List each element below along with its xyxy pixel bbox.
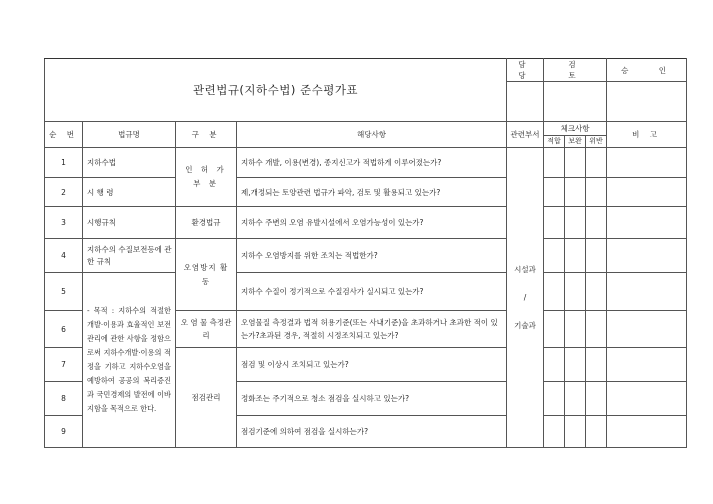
header-check-violation: 위반	[586, 136, 607, 148]
row-2-item: 제,개정되는 토양관련 법규가 파악, 검토 및 활용되고 있는가?	[237, 178, 507, 207]
row-9-item: 점검기준에 의하여 점검을 실시하는가?	[237, 416, 507, 448]
row-6-check-violation[interactable]	[586, 311, 607, 348]
approval-label-approve: 승 인	[607, 59, 687, 82]
row-3-check-supplement[interactable]	[565, 207, 586, 239]
row-1-check-supplement[interactable]	[565, 148, 586, 178]
row-3-remark[interactable]	[607, 207, 687, 239]
row-6-item: 오염물질 측정결과 법적 허용기준(또는 사내기준)을 초과하거나 초과한 적이 있는가?초과된 경우, 적절히 시정조치되고 있는가?	[237, 311, 507, 348]
header-dept: 관련부서	[507, 122, 544, 148]
row-4-remark[interactable]	[607, 239, 687, 273]
row-9-check-supplement[interactable]	[565, 416, 586, 448]
row-6-remark[interactable]	[607, 311, 687, 348]
row-7-check-supplement[interactable]	[565, 348, 586, 382]
row-7-remark[interactable]	[607, 348, 687, 382]
division-inspection: 점검관리	[176, 348, 237, 448]
row-2-check-pass[interactable]	[544, 178, 565, 207]
row-1-item: 지하수 개발, 이용(변경), 종지신고가 적법하게 이루어졌는가?	[237, 148, 507, 178]
compliance-sheet	[44, 58, 686, 436]
row-9-remark[interactable]	[607, 416, 687, 448]
header-check: 체크사항	[544, 122, 607, 136]
row-8-no: 8	[45, 382, 83, 416]
row-2-check-violation[interactable]	[586, 178, 607, 207]
approval-box-staff[interactable]	[507, 82, 544, 122]
row-3-no: 3	[45, 207, 83, 239]
approval-label-review: 검 토	[544, 59, 607, 82]
row-6-check-supplement[interactable]	[565, 311, 586, 348]
row-2-no: 2	[45, 178, 83, 207]
row-7-item: 점검 및 이상시 조치되고 있는가?	[237, 348, 507, 382]
row-5-check-pass[interactable]	[544, 273, 565, 311]
row-8-check-violation[interactable]	[586, 382, 607, 416]
row-5-item: 지하수 수질이 정기적으로 수질검사가 실시되고 있는가?	[237, 273, 507, 311]
row-1-remark[interactable]	[607, 148, 687, 178]
compliance-table	[44, 58, 687, 448]
row-6-division: 오 염 물 측정관리	[176, 311, 237, 348]
dept-technical: 기술과	[514, 320, 536, 330]
row-4-check-supplement[interactable]	[565, 239, 586, 273]
row-3-check-pass[interactable]	[544, 207, 565, 239]
row-1-check-pass[interactable]	[544, 148, 565, 178]
row-8-check-pass[interactable]	[544, 382, 565, 416]
row-5-remark[interactable]	[607, 273, 687, 311]
row-2-law: 시 행 령	[83, 178, 176, 207]
row-7-check-pass[interactable]	[544, 348, 565, 382]
row-5-no: 5	[45, 273, 83, 311]
row-8-remark[interactable]	[607, 382, 687, 416]
document-title: 관련법규(지하수법) 준수평가표	[45, 59, 507, 122]
header-division: 구 분	[176, 122, 237, 148]
header-check-pass: 적합	[544, 136, 565, 148]
row-9-check-pass[interactable]	[544, 416, 565, 448]
row-3-law: 시행규칙	[83, 207, 176, 239]
dept-cell	[507, 148, 544, 448]
approval-box-review[interactable]	[544, 82, 607, 122]
row-2-remark[interactable]	[607, 178, 687, 207]
row-5-check-supplement[interactable]	[565, 273, 586, 311]
row-6-no: 6	[45, 311, 83, 348]
division-pollution: 오염방지 활 동	[176, 239, 237, 311]
header-item: 해당사항	[237, 122, 507, 148]
header-law: 법규명	[83, 122, 176, 148]
row-1-no: 1	[45, 148, 83, 178]
header-remark: 비 고	[607, 122, 687, 148]
header-no: 순 번	[45, 122, 83, 148]
row-4-item: 지하수 오염방지를 위한 조치는 적법한가?	[237, 239, 507, 273]
dept-facility: 시설과	[514, 264, 536, 274]
row-3-item: 지하수 주변의 오염 유발시설에서 오염가능성이 있는가?	[237, 207, 507, 239]
row-4-law: 지하수의 수질보전등에 관한 규칙	[83, 239, 176, 273]
row-3-division: 환경법규	[176, 207, 237, 239]
law-purpose: - 목적 : 지하수의 적절한 개발·이용과 효율적인 보전관리에 관한 사항을 정함으로써 지하수개발·이용의 적정을 기하고 지하수오염을 예방하여 공공의 복리증진과 국민경제의 발전에 이바지함을 목적으로 한다.	[83, 273, 176, 448]
row-3-check-violation[interactable]	[586, 207, 607, 239]
approval-box-approve[interactable]	[607, 82, 687, 122]
row-8-check-supplement[interactable]	[565, 382, 586, 416]
approval-label-staff: 담 당	[507, 59, 544, 82]
row-4-check-violation[interactable]	[586, 239, 607, 273]
header-check-supplement: 보완	[565, 136, 586, 148]
row-1-law: 지하수법	[83, 148, 176, 178]
row-1-check-violation[interactable]	[586, 148, 607, 178]
row-5-check-violation[interactable]	[586, 273, 607, 311]
row-9-check-violation[interactable]	[586, 416, 607, 448]
division-permit: 인 허 가 부 분	[176, 148, 237, 207]
row-6-check-pass[interactable]	[544, 311, 565, 348]
row-7-check-violation[interactable]	[586, 348, 607, 382]
row-8-item: 정화조는 주기적으로 청소 점검을 실시하고 있는가?	[237, 382, 507, 416]
row-9-no: 9	[45, 416, 83, 448]
dept-separator: /	[523, 292, 527, 302]
row-4-no: 4	[45, 239, 83, 273]
row-4-check-pass[interactable]	[544, 239, 565, 273]
row-2-check-supplement[interactable]	[565, 178, 586, 207]
row-7-no: 7	[45, 348, 83, 382]
